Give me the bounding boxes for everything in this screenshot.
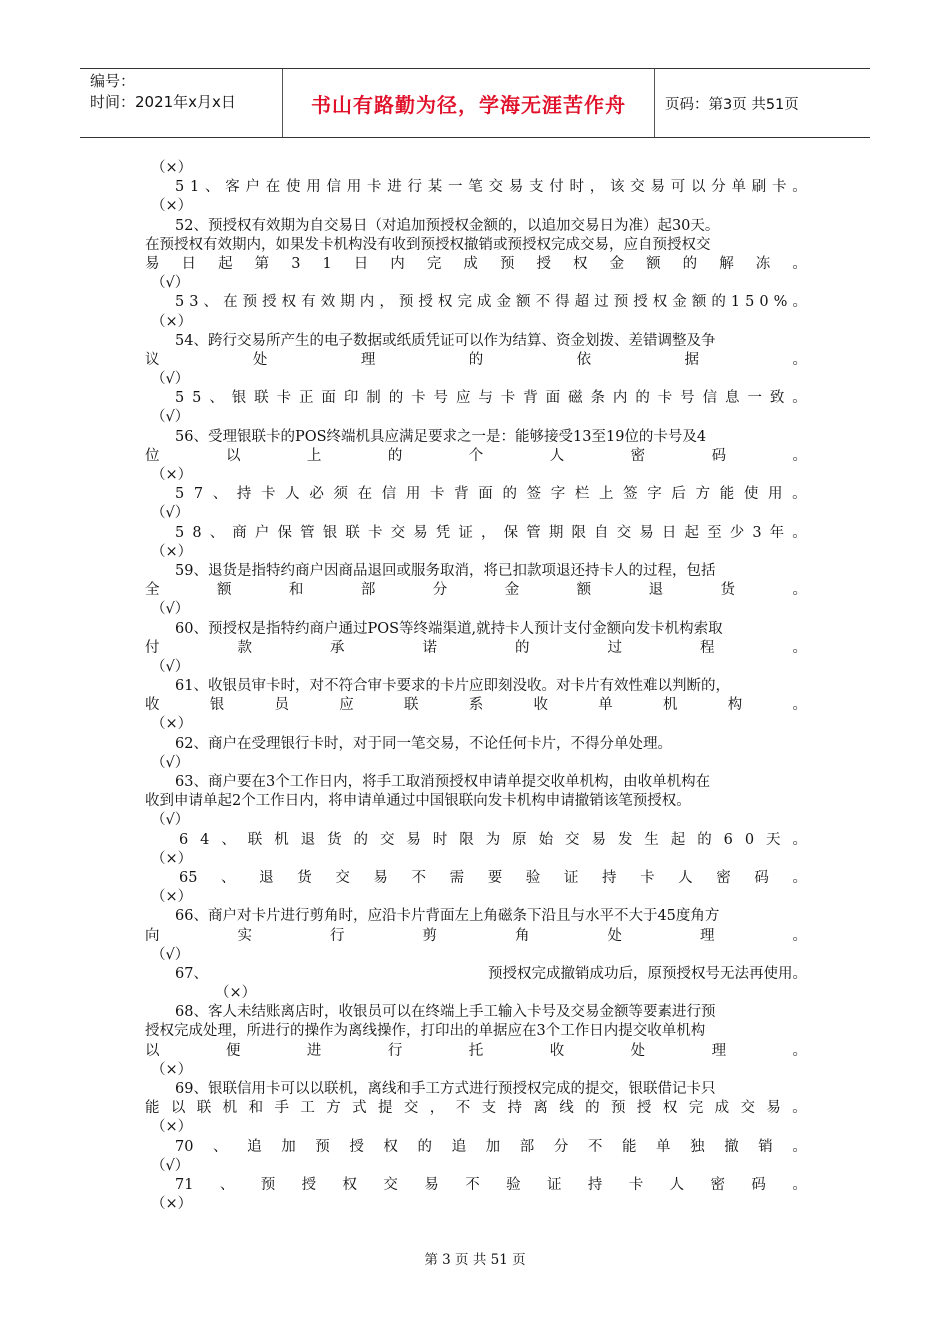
text-line: （√）: [151, 275, 190, 292]
text-line: 68、客人未结账离店时，收银员可以在终端上手工输入卡号及交易金额等要素进行预: [175, 1004, 716, 1021]
text-line: 69、银联信用卡可以以联机，离线和手工方式进行预授权完成的提交，银联借记卡只: [175, 1081, 716, 1097]
text-line: 5 5 、 银 联 卡 正 面 印 制 的 卡 号 应 与 卡 背 面 磁 条 内 的 卡 号 信 息 一 致 。: [175, 390, 807, 407]
text-line: （√）: [151, 946, 190, 963]
page-header: [80, 68, 870, 138]
text-line: （×）: [151, 716, 193, 733]
text-line: 56、受理银联卡的POS终端机具应满足要求之一是：能够接受13至19位的卡号及4: [175, 428, 707, 445]
text-line: 65 、 退 货 交 易 不 需 要 验 证 持 卡 人 密 码 。: [179, 869, 807, 886]
text-line: （√）: [151, 754, 190, 771]
text-line: （×）: [151, 1061, 193, 1078]
header-meta: [80, 69, 283, 137]
document-body: [145, 159, 807, 1214]
document-id-label: 编号：: [90, 72, 136, 90]
text-line: （×）: [151, 543, 193, 560]
text-line: 授权完成处理，所进行的操作为离线操作，打印出的单据应在3个工作日内提交收单机构: [145, 1023, 706, 1040]
text-line: （√）: [151, 505, 190, 522]
text-line: 以 便 进 行 托 收 处 理 。: [145, 1042, 807, 1059]
text-line: 6 4 、 联 机 退 货 的 交 易 时 限 为 原 始 交 易 发 生 起 的 6 0 天 。: [179, 831, 807, 848]
text-line: 67、 预授权完成撤销成功后，原预授权号无法再使用。: [175, 965, 807, 982]
text-line: 5 7 、 持 卡 人 必 须 在 信 用 卡 背 面 的 签 字 栏 上 签 字 后 方 能 使 用 。: [175, 486, 807, 503]
page-footer: 第 3 页 共 51 页: [424, 1252, 526, 1268]
text-line: （×）: [151, 160, 193, 176]
text-line: 易 日 起 第 3 1 日 内 完 成 预 授 权 金 额 的 解 冻 。: [145, 255, 807, 272]
text-line: 付 款 承 诺 的 过 程 。: [145, 639, 807, 656]
header-page-info: 页码：第3页 共51页: [665, 96, 799, 113]
text-line: （×）: [151, 1119, 193, 1136]
text-line: 61、收银员审卡时，对不符合审卡要求的卡片应即刻没收。对卡片有效性难以判断的，: [175, 678, 730, 695]
text-line: 60、预授权是指特约商户通过POS等终端渠道,就持卡人预计支付金额向发卡机构索取: [175, 620, 723, 637]
text-line: 70 、 追 加 预 授 权 的 追 加 部 分 不 能 单 独 撤 销 。: [175, 1138, 807, 1155]
text-line: 收到申请单起2个工作日内，将申请单通过中国银联向发卡机构申请撤销该笔预授权。: [145, 793, 691, 810]
text-line: 议 处 理 的 依 据 。: [145, 351, 807, 368]
text-line: 5 8 、 商 户 保 管 银 联 卡 交 易 凭 证 ， 保 管 期 限 自 交 易 日 起 至 少 3 年 。: [175, 524, 807, 541]
text-line: （√）: [151, 371, 190, 388]
document-date: 时间：2021年x月x日: [90, 93, 236, 111]
text-line: （×）: [151, 850, 193, 867]
text-line: （√）: [151, 1157, 190, 1174]
text-line: 向 实 行 剪 角 处 理 。: [145, 927, 807, 944]
text-line: 59、退货是指特约商户因商品退回或服务取消，将已扣款项退还持卡人的过程，包括: [175, 562, 716, 579]
text-line: 71 、 预 授 权 交 易 不 验 证 持 卡 人 密 码 。: [175, 1176, 807, 1193]
text-line: （√）: [151, 601, 190, 618]
text-line: 位 以 上 的 个 人 密 码 。: [145, 447, 807, 464]
text-line: 5 1 、 客 户 在 使 用 信 用 卡 进 行 某 一 笔 交 易 支 付 时 ， 该 交 易 可 以 分 单 刷 卡 。: [175, 179, 807, 196]
text-line: （×）: [151, 313, 193, 330]
text-line: （×）: [215, 985, 257, 1002]
text-line: （√）: [151, 409, 190, 426]
text-line: 收 银 员 应 联 系 收 单 机 构 。: [145, 697, 807, 714]
text-line: 54、跨行交易所产生的电子数据或纸质凭证可以作为结算、资金划拨、差错调整及争: [175, 332, 716, 349]
text-line: 在预授权有效期内，如果发卡机构没有收到预授权撤销或预授权完成交易，应自预授权交: [145, 236, 711, 253]
text-line: 62、商户在受理银行卡时，对于同一笔交易，不论任何卡片，不得分单处理。: [175, 735, 672, 752]
text-line: （×）: [151, 889, 193, 906]
text-line: （×）: [151, 1196, 193, 1213]
text-line: （√）: [151, 658, 190, 675]
text-line: 全 额 和 部 分 金 额 退 货 。: [145, 582, 807, 599]
text-line: 52、预授权有效期为自交易日（对追加预授权金额的，以追加交易日为准）起30天。: [175, 217, 720, 234]
text-line: 66、商户对卡片进行剪角时，应沿卡片背面左上角磁条下沿且与水平不大于45度角方: [175, 908, 720, 925]
text-line: 5 3 、 在 预 授 权 有 效 期 内 ， 预 授 权 完 成 金 额 不 得 超 过 预 授 权 金 额 的 1 5 0 % 。: [175, 294, 807, 311]
text-line: （√）: [151, 812, 190, 829]
text-line: 63、商户要在3个工作日内，将手工取消预授权申请单提交收单机构，由收单机构在: [175, 774, 711, 790]
text-line: 能 以 联 机 和 手 工 方 式 提 交 ， 不 支 持 离 线 的 预 授 权 完 成 交 易 。: [145, 1100, 807, 1117]
text-line: （×）: [151, 198, 193, 215]
text-line: （×）: [151, 467, 193, 483]
header-motto: 书山有路勤为径，学海无涯苦作舟: [283, 69, 655, 137]
